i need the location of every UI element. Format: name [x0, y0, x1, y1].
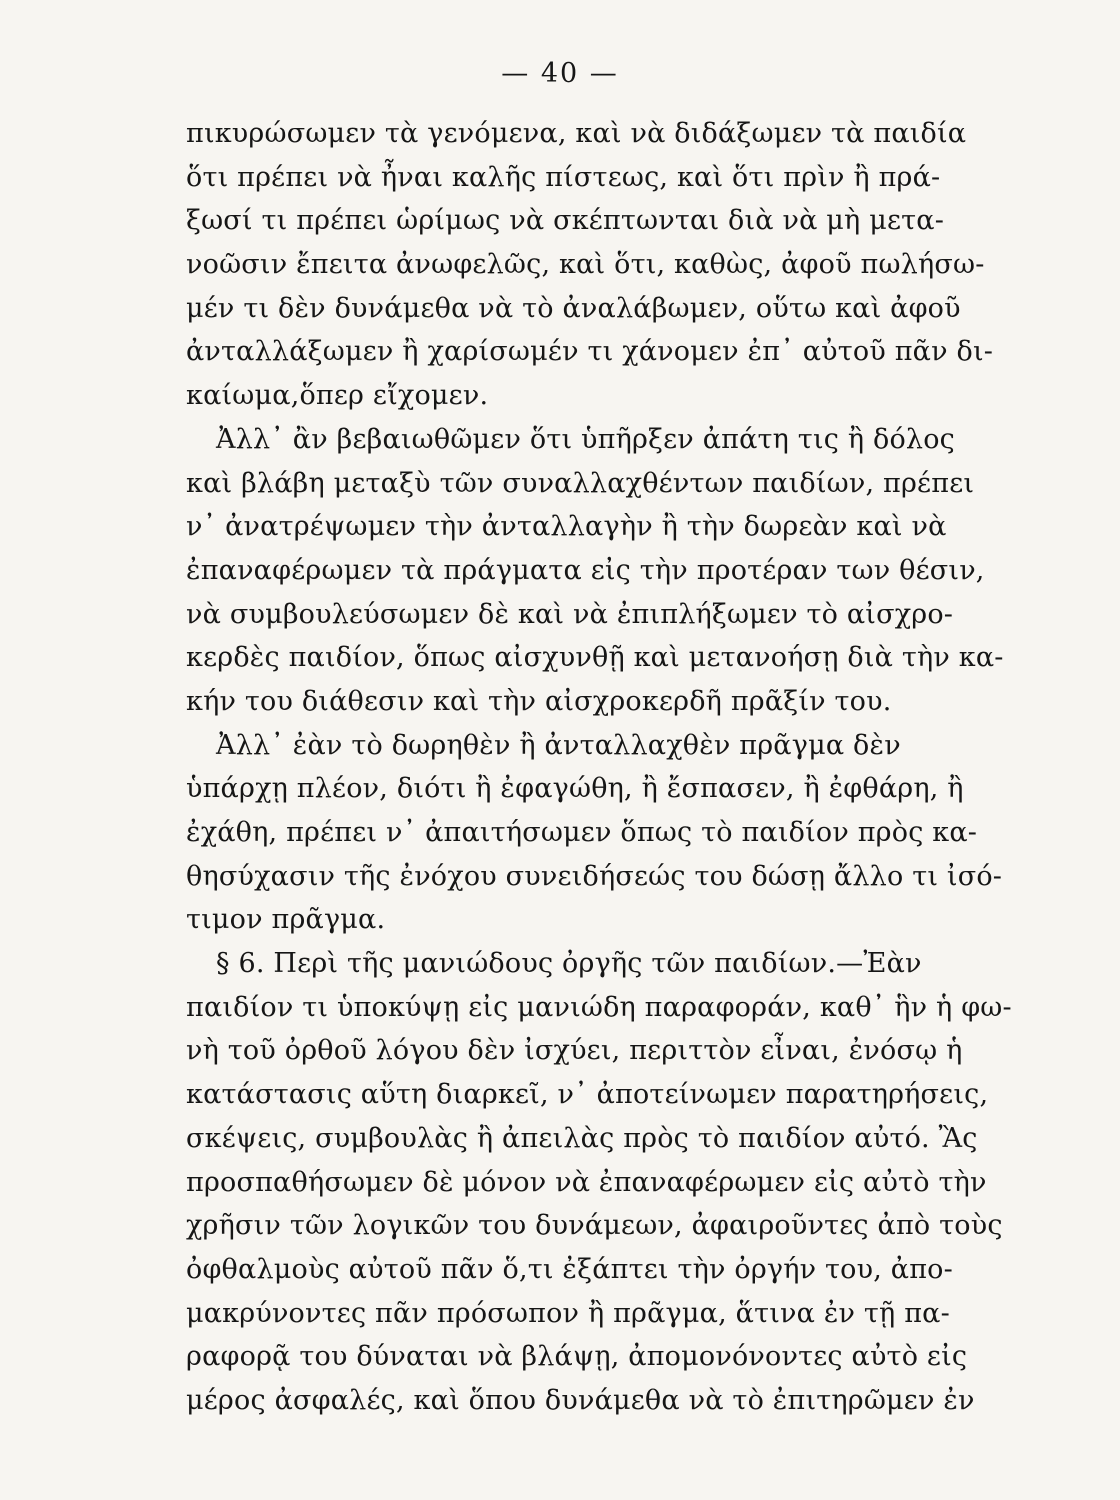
text-line: τιμον πρᾶγμα. [186, 904, 386, 936]
text-line: ν᾽ ἀνατρέψωμεν τὴν ἀνταλλαγὴν ἢ τὴν δωρεὰν καὶ νὰ [186, 511, 947, 543]
text-line: καὶ βλάβη μεταξὺ τῶν συναλλαχθέντων παιδίων, πρέπει [186, 467, 975, 499]
text-line: κήν του διάθεσιν καὶ τὴν αἰσχροκερδῆ πρᾶξίν του. [186, 685, 892, 717]
text-line: μέρος ἀσφαλές, καὶ ὅπου δυνάμεθα νὰ τὸ ἐπιτηρῶμεν ἐν [186, 1384, 975, 1416]
text-line: μέν τι δὲν δυνάμεθα νὰ τὸ ἀναλάβωμεν, οὕτω καὶ ἀφοῦ [186, 292, 961, 324]
text-line: καίωμα,ὅπερ εἴχομεν. [186, 380, 489, 412]
text-line: νὰ συμβουλεύσωμεν δὲ καὶ νὰ ἐπιπλήξωμεν τὸ αἰσχρο- [186, 598, 954, 630]
text-line: ἀνταλλάξωμεν ἢ χαρίσωμέν τι χάνομεν ἐπ᾽ αὐτοῦ πᾶν δι- [186, 336, 994, 368]
section-heading-line: § 6. Περὶ τῆς μανιώδους ὀργῆς τῶν παιδίων.—Ἐὰν [216, 948, 922, 980]
text-line: ἐπαναφέρωμεν τὰ πράγματα εἰς τὴν προτέραν των θέσιν, [186, 554, 985, 586]
text-line: κερδὲς παιδίον, ὅπως αἰσχυνθῇ καὶ μετανοήσῃ διὰ τὴν κα- [186, 642, 1004, 674]
body-text [186, 112, 1012, 1423]
text-line: νοῶσιν ἔπειτα ἀνωφελῶς, καὶ ὅτι, καθὼς, ἀφοῦ πωλήσω- [186, 249, 985, 281]
text-line: ὑπάρχῃ πλέον, διότι ἢ ἐφαγώθη, ἢ ἔσπασεν, ἢ ἐφθάρη, ἢ [186, 773, 964, 805]
text-line: χρῆσιν τῶν λογικῶν του δυνάμεων, ἀφαιροῦντες ἀπὸ τοὺς [186, 1210, 1003, 1242]
text-line: ὅτι πρέπει νὰ ἦναι καλῆς πίστεως, καὶ ὅτι πρὶν ἢ πρά- [186, 161, 941, 193]
text-line: πικυρώσωμεν τὰ γενόμενα, καὶ νὰ διδάξωμεν τὰ παιδία [186, 118, 967, 149]
text-line: ξωσί τι πρέπει ὡρίμως νὰ σκέπτωνται διὰ νὰ μὴ μετα- [186, 205, 945, 237]
text-line: μακρύνοντες πᾶν πρόσωπον ἢ πρᾶγμα, ἅτινα ἐν τῇ πα- [186, 1297, 950, 1329]
text-line: προσπαθήσωμεν δὲ μόνον νὰ ἐπαναφέρωμεν εἰς αὐτὸ τὴν [186, 1166, 987, 1198]
page-number: — 40 — [501, 58, 619, 89]
text-line: ὀφθαλμοὺς αὐτοῦ πᾶν ὅ,τι ἐξάπτει τὴν ὀργήν του, ἀπο- [186, 1253, 953, 1285]
text-line: σκέψεις, συμβουλὰς ἢ ἀπειλὰς πρὸς τὸ παιδίον αὐτό. Ἂς [186, 1122, 978, 1154]
text-line: ἐχάθη, πρέπει ν᾽ ἀπαιτήσωμεν ὅπως τὸ παιδίον πρὸς κα- [186, 817, 978, 848]
text-line: θησύχασιν τῆς ἐνόχου συνειδήσεώς του δώσῃ ἄλλο τι ἰσό- [186, 860, 1003, 892]
text-line: κατάστασις αὕτη διαρκεῖ, ν᾽ ἀποτείνωμεν παρατηρήσεις, [186, 1079, 989, 1111]
text-line: νὴ τοῦ ὀρθοῦ λόγου δὲν ἰσχύει, περιττὸν εἶναι, ἐνόσῳ ἡ [186, 1035, 963, 1067]
text-line: ραφορᾷ του δύναται νὰ βλάψῃ, ἀπομονόνοντες αὐτὸ εἰς [186, 1341, 968, 1373]
paragraph-start: Ἀλλ᾽ ἐὰν τὸ δωρηθὲν ἢ ἀνταλλαχθὲν πρᾶγμα δὲν [216, 729, 901, 761]
text-line: παιδίον τι ὑποκύψῃ εἰς μανιώδη παραφοράν, καθ᾽ ἣν ἡ φω- [186, 991, 1012, 1023]
paragraph-start: Ἀλλ᾽ ἂν βεβαιωθῶμεν ὅτι ὑπῆρξεν ἀπάτη τις ἢ δόλος [216, 423, 955, 455]
